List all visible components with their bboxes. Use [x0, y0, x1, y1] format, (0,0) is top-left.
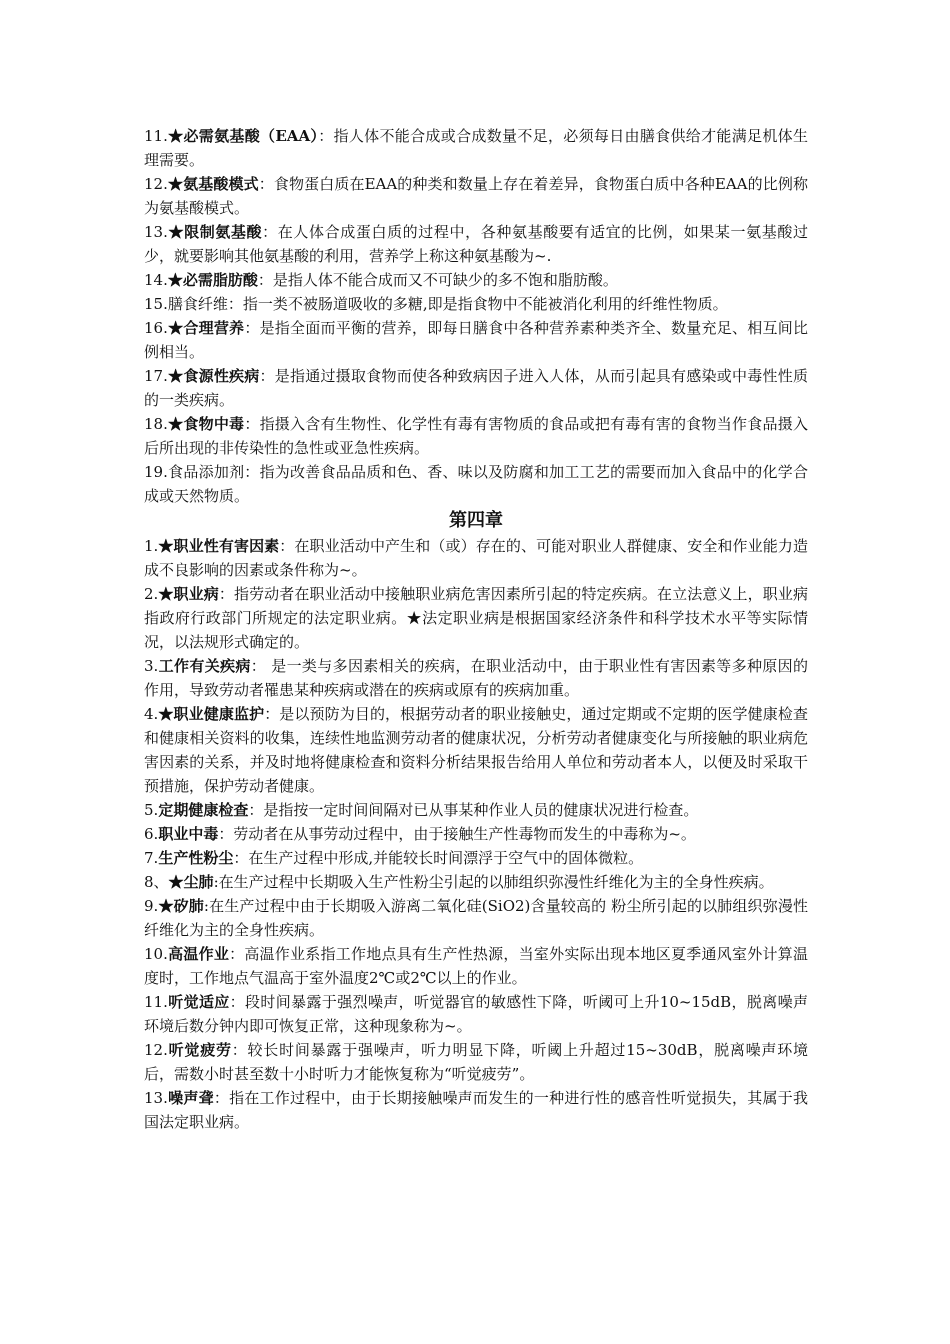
definition-entry — [144, 846, 808, 870]
entry-number: 10. — [144, 945, 168, 963]
chapter-heading: 第四章 — [449, 510, 503, 531]
entry-text: 指摄入含有生物性、化学性有毒有害物质的食品或把有毒有害的食物当作食品摄入后所出现的非传染性的急性或亚急性疾病。 — [144, 415, 808, 457]
entry-text: 食品添加剂：指为改善食品品质和色、香、味以及防腐和加工工艺的需要而加入食品中的化学合成或天然物质。 — [144, 463, 808, 505]
definition-entry — [144, 798, 808, 822]
entry-number: 2. — [144, 585, 159, 603]
entry-separator: ： — [229, 945, 245, 963]
definition-entry — [144, 268, 808, 292]
entry-separator: ： — [279, 537, 295, 555]
entry-text: 指劳动者在职业活动中接触职业病危害因素所引起的特定疾病。在立法意义上，职业病指政府行政部门所规定的法定职业病。★法定职业病是根据国家经济条件和科学技术水平等实际情况，以法规形式确定的。 — [144, 585, 808, 651]
definition-entry — [144, 1086, 808, 1134]
entry-term: ★食源性疾病 — [167, 367, 260, 385]
entry-number: 11. — [144, 993, 168, 1011]
entry-term: ★职业病 — [158, 585, 219, 603]
entry-term: 生产性粉尘 — [158, 849, 234, 867]
entry-term: ★尘肺 — [168, 873, 214, 891]
entry-number: 13. — [144, 1089, 168, 1107]
entry-text: 在生产过程中由于长期吸入游离二氧化硅(SiO2)含量较高的 粉尘所引起的以肺组织弥漫性纤维化为主的全身性疾病。 — [144, 897, 808, 939]
definition-entry — [144, 822, 808, 846]
entry-text: 在生产过程中长期吸入生产性粉尘引起的以肺组织弥漫性纤维化为主的全身性疾病。 — [218, 873, 774, 891]
entry-term: ★必需脂肪酸 — [167, 271, 258, 289]
entry-number: 19. — [144, 463, 168, 481]
entry-number: 7. — [144, 849, 159, 867]
definition-entry — [144, 460, 808, 508]
entry-text: 指人体不能合成或合成数量不足，必须每日由膳食供给才能满足机体生理需要。 — [144, 127, 808, 169]
definition-entry — [144, 534, 808, 582]
entry-number: 17. — [144, 367, 168, 385]
entry-number: 12. — [144, 175, 168, 193]
entry-text: 膳食纤维：指一类不被肠道吸收的多糖,即是指食物中不能被消化利用的纤维性物质。 — [167, 295, 728, 313]
definition-entry — [144, 990, 808, 1038]
entry-separator: ： — [248, 801, 264, 819]
entry-separator: ： — [264, 705, 280, 723]
entry-separator: ： — [218, 585, 234, 603]
entry-term: ★矽肺 — [158, 897, 204, 915]
entry-separator: ： — [218, 825, 234, 843]
entry-number: 1. — [144, 537, 159, 555]
entry-text: 指在工作过程中，由于长期接触噪声而发生的一种进行性的感音性听觉损失，其属于我国法定职业病。 — [144, 1089, 808, 1131]
entry-text: 劳动者在从事劳动过程中，由于接触生产性毒物而发生的中毒称为~。 — [233, 825, 696, 843]
entry-term: ★职业性有害因素 — [158, 537, 280, 555]
entry-term: 工作有关疾病 — [158, 657, 251, 675]
entry-number: 18. — [144, 415, 168, 433]
entry-separator: ： — [318, 127, 334, 145]
definition-entry — [144, 412, 808, 460]
entry-text: 段时间暴露于强烈噪声，听觉器官的敏感性下降，听阈可上升10~15dB，脱离噪声环境后数分钟内即可恢复正常，这种现象称为~。 — [144, 993, 808, 1035]
entry-text: 是以预防为目的，根据劳动者的职业接触史，通过定期或不定期的医学健康检查和健康相关资料的收集，连续性地监测劳动者的健康状况，分析劳动者健康变化与所接触的职业病危害因素的关系，并及时地将健康检查和资料分析结果报告给用人单位和劳动者本人，以便及时采取干预措施，保护劳动者健康。 — [144, 705, 808, 795]
definition-entry — [144, 894, 808, 942]
entry-number: 3. — [144, 657, 159, 675]
definition-entry — [144, 702, 808, 798]
entry-text: 在人体合成蛋白质的过程中，各种氨基酸要有适宜的比例，如果某一氨基酸过少，就要影响其他氨基酸的利用，营养学上称这种氨基酸为~. — [144, 223, 808, 265]
entry-number: 6. — [144, 825, 159, 843]
entry-term: 职业中毒 — [158, 825, 219, 843]
entry-term: 噪声聋 — [167, 1089, 214, 1107]
definition-entry — [144, 870, 808, 894]
entry-text: 是一类与多因素相关的疾病，在职业活动中，由于职业性有害因素等多种原因的作用，导致劳动者罹患某种疾病或潜在的疾病或原有的疾病加重。 — [144, 657, 808, 699]
entry-separator: ： — [262, 223, 278, 241]
entry-number: 5. — [144, 801, 159, 819]
entry-separator: ： — [259, 367, 275, 385]
definition-entry — [144, 316, 808, 364]
entry-text: 是指全面而平衡的营养，即每日膳食中各种营养素种类齐全、数量充足、相互间比例相当。 — [144, 319, 808, 361]
entry-number: 16. — [144, 319, 168, 337]
definition-entry — [144, 364, 808, 412]
entry-term: ★氨基酸模式 — [167, 175, 259, 193]
entry-term: ★限制氨基酸 — [167, 223, 263, 241]
entry-number: 15. — [144, 295, 168, 313]
definition-entry — [144, 124, 808, 172]
entry-term: 高温作业 — [167, 945, 230, 963]
entry-separator: ： — [257, 271, 273, 289]
entry-number: 13. — [144, 223, 168, 241]
entry-separator: ： — [233, 849, 249, 867]
entry-text: 在职业活动中产生和（或）存在的、可能对职业人群健康、安全和作业能力造成不良影响的因素或条件称为~。 — [144, 537, 808, 579]
entry-separator: : — [213, 873, 219, 891]
entry-term: ★必需氨基酸（EAA） — [167, 127, 319, 145]
entry-separator: : — [203, 897, 209, 915]
entry-term: ★合理营养 — [167, 319, 245, 337]
entry-text: 在生产过程中形成,并能较长时间漂浮于空气中的固体微粒。 — [248, 849, 644, 867]
entry-number: 12. — [144, 1041, 168, 1059]
entry-term: ★食物中毒 — [167, 415, 245, 433]
entry-separator: ： — [231, 1041, 248, 1059]
entry-term: 听觉适应 — [167, 993, 230, 1011]
entry-number: 8、 — [144, 873, 169, 891]
entry-separator: ： — [213, 1089, 230, 1107]
entry-separator: ： — [244, 415, 260, 433]
entry-term: 定期健康检查 — [158, 801, 249, 819]
definition-entry — [144, 220, 808, 268]
document-page — [144, 124, 808, 1134]
definition-entry — [144, 292, 808, 316]
definition-entry — [144, 1038, 808, 1086]
entry-number: 11. — [144, 127, 168, 145]
entry-text: 较长时间暴露于强噪声，听力明显下降，听阈上升超过15~30dB，脱离噪声环境后，需数小时甚至数十小时听力才能恢复称为“听觉疲劳”。 — [144, 1041, 808, 1083]
entry-separator: ： — [244, 319, 260, 337]
entry-separator: ： — [250, 657, 267, 675]
entry-text: 食物蛋白质在EAA的种类和数量上存在着差异，食物蛋白质中各种EAA的比例称为氨基酸模式。 — [144, 175, 808, 217]
entry-text: 是指人体不能合成而又不可缺少的多不饱和脂肪酸。 — [272, 271, 618, 289]
entry-term: 听觉疲劳 — [167, 1041, 232, 1059]
entry-text: 高温作业系指工作地点具有生产性热源，当室外实际出现本地区夏季通风室外计算温度时，工作地点气温高于室外温度2℃或2℃以上的作业。 — [144, 945, 808, 987]
definition-entry — [144, 654, 808, 702]
definition-entry — [144, 582, 808, 654]
entry-term: ★职业健康监护 — [158, 705, 265, 723]
entry-number: 9. — [144, 897, 159, 915]
definition-entry — [144, 942, 808, 990]
entry-separator: ： — [229, 993, 246, 1011]
entry-text: 是指按一定时间间隔对已从事某种作业人员的健康状况进行检查。 — [263, 801, 699, 819]
definition-entry — [144, 172, 808, 220]
entry-number: 4. — [144, 705, 159, 723]
entry-text: 是指通过摄取食物而使各种致病因子进入人体，从而引起具有感染或中毒性性质的一类疾病。 — [144, 367, 808, 409]
entry-number: 14. — [144, 271, 168, 289]
entry-separator: ： — [258, 175, 274, 193]
